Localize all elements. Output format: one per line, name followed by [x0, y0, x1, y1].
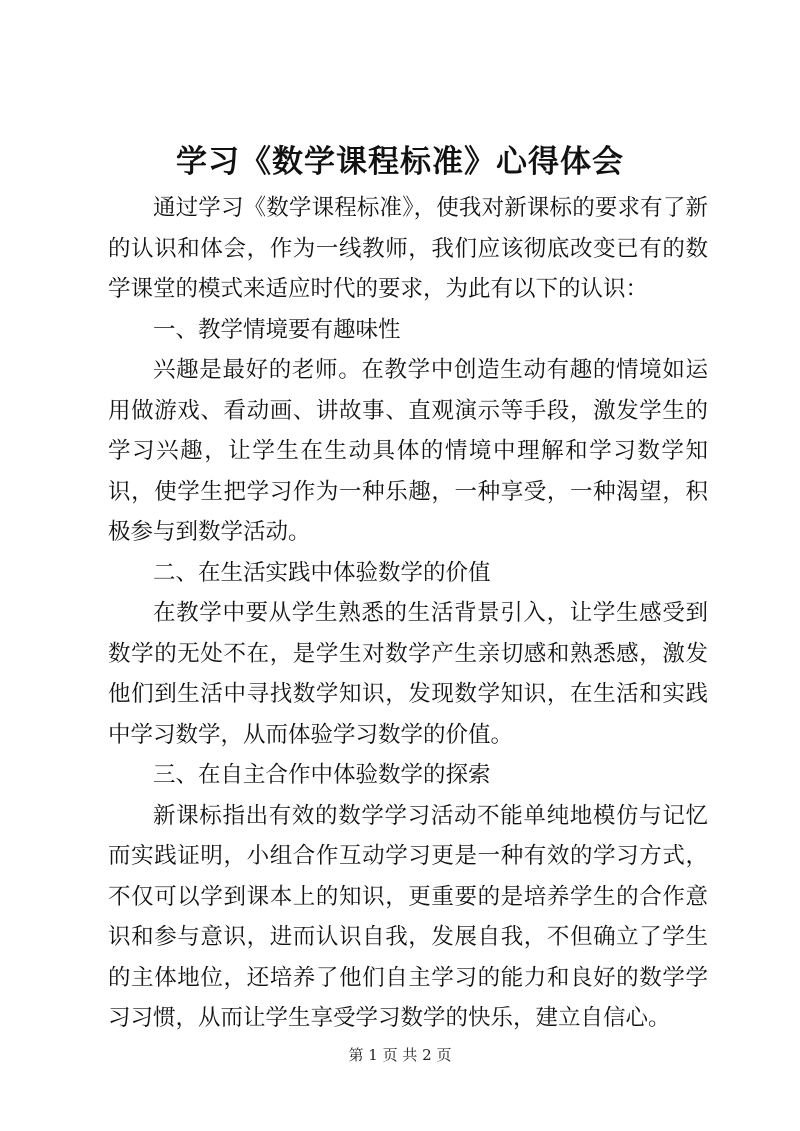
section-heading-3: 三、在自主合作中体验数学的探索: [153, 762, 491, 788]
section-heading-1: 一、教学情境要有趣味性: [153, 316, 401, 343]
section-paragraph-3: 新课标指出有效的数学学习活动不能单纯地模仿与记忆而实践证明，小组合作互动学习更是一种有效的学习方式，不仅可以学到课本上的知识，更重要的是培养学生的合作意识和参与意识，进而认识自我，发展自我，不但确立了学生的主体地位，还培养了他们自主学习的能力和良好的数学学习习惯，从而让学生享受学习数学的快乐，建立自信心。: [108, 802, 708, 1031]
document-title: 学习《数学课程标准》心得体会: [176, 144, 624, 180]
section-paragraph-1: 兴趣是最好的老师。在教学中创造生动有趣的情境如运用做游戏、看动画、讲故事、直观演示等手段，激发学生的学习兴趣，让学生在生动具体的情境中理解和学习数学知识，使学生把学习作为一种乐趣，一种享受，一种渴望，积极参与到数学活动。: [108, 357, 708, 545]
intro-paragraph: 通过学习《数学课程标准》，使我对新课标的要求有了新的认识和体会，作为一线教师，我们应该彻底改变已有的数学课堂的模式来适应时代的要求，为此有以下的认识：: [108, 195, 708, 302]
section-heading-2: 二、在生活实践中体验数学的价值: [153, 559, 491, 586]
page-number-footer: 第 1 页 共 2 页: [348, 1046, 452, 1064]
section-paragraph-2: 在教学中要从学生熟悉的生活背景引入，让学生感受到数学的无处不在，是学生对数学产生亲切感和熟悉感，激发他们到生活中寻找数学知识，发现数学知识，在生活和实践中学习数学，从而体验学习数学的价值。: [108, 600, 708, 748]
document-body: [108, 188, 708, 1039]
